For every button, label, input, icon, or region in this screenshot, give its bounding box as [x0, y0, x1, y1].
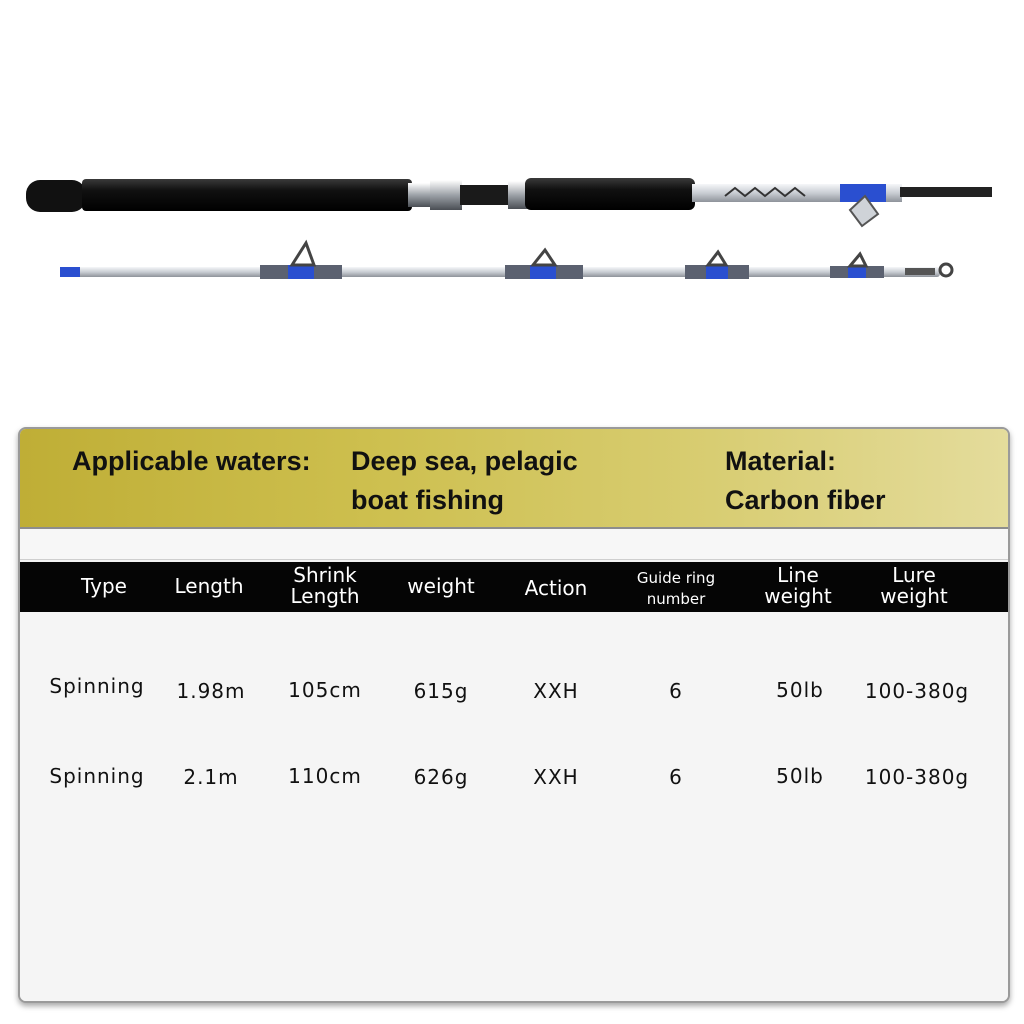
cell-action: XXH: [533, 679, 579, 703]
header-type: Type: [81, 574, 127, 598]
cell-line-weight: 50lb: [776, 764, 824, 788]
cell-shrink-length: 105cm: [288, 678, 362, 702]
header-guide-ring-number: Guide ring number: [636, 569, 716, 608]
waters-value-line1: Deep sea, pelagic: [351, 446, 578, 476]
table-header: [20, 562, 1008, 612]
fishing-rod-image: [0, 150, 1024, 300]
header-lure-weight: Lure weight: [880, 563, 948, 608]
rod-tip-section: [60, 243, 952, 279]
cell-shrink-length: 110cm: [288, 764, 362, 788]
cell-type: Spinning: [49, 674, 145, 698]
spec-card: [18, 427, 1010, 1003]
cell-length: 1.98m: [176, 679, 246, 703]
rod-butt-section: [26, 178, 992, 226]
cell-guide-ring-number: 6: [669, 765, 683, 789]
cell-type: Spinning: [49, 764, 145, 788]
waters-value-line2: boat fishing: [351, 485, 504, 515]
header-weight: weight: [407, 574, 475, 598]
spec-banner: [20, 429, 1008, 529]
material-value: Carbon fiber: [725, 485, 886, 515]
cell-action: XXH: [533, 765, 579, 789]
cell-line-weight: 50lb: [776, 678, 824, 702]
header-shrink-length: Shrink Length: [290, 563, 360, 608]
header-line-weight: Line weight: [764, 563, 832, 608]
cell-weight: 615g: [413, 679, 469, 703]
cell-lure-weight: 100-380g: [864, 679, 970, 703]
cell-length: 2.1m: [183, 765, 239, 789]
cell-lure-weight: 100-380g: [864, 765, 970, 789]
header-length: Length: [174, 574, 244, 598]
material-label: Material:: [725, 446, 837, 476]
table-body: [20, 612, 1008, 1001]
separator: [20, 529, 1008, 560]
cell-guide-ring-number: 6: [669, 679, 683, 703]
waters-label: Applicable waters:: [72, 446, 311, 476]
header-action: Action: [524, 576, 588, 600]
cell-weight: 626g: [413, 765, 469, 789]
